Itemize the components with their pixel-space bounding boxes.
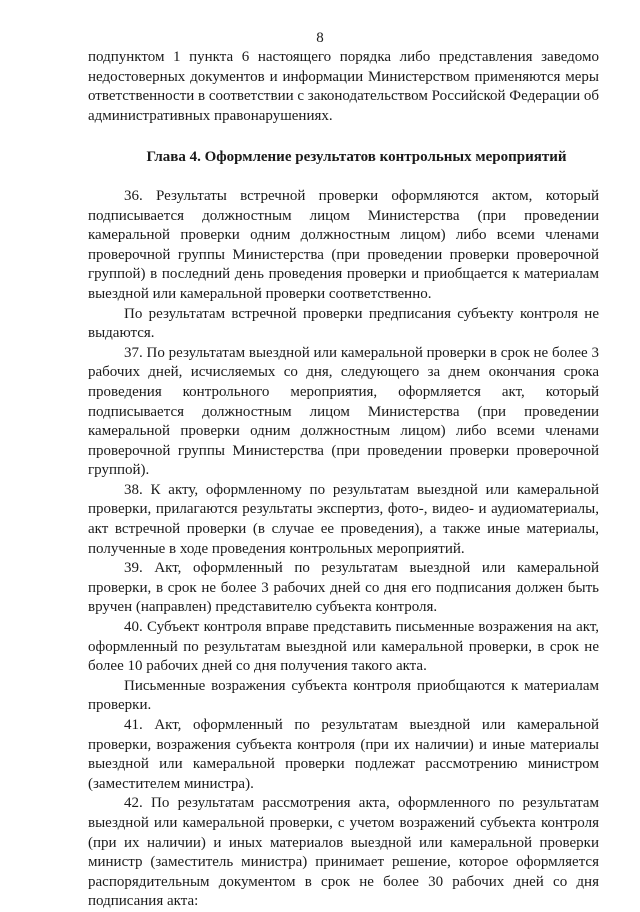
paragraph-36-note: По результатам встречной проверки предписания субъекту контроля не выдаются.	[88, 305, 599, 342]
paragraph-41: 41. Акт, оформленный по результатам выездной или камеральной проверки, возражения субъекта контроля (при их наличии) и иные материалы выездной или камеральной проверки подлежат рассмотрению министром (заместителем министра).	[88, 717, 599, 792]
paragraph-38: 38. К акту, оформленному по результатам выездной или камеральной проверки, прилагаются результаты экспертиз, фото-, видео- и аудиоматериалы, акт встречной проверки (в случае ее проведения), а также иные материалы, полученные в ходе проведения контрольных мероприятий.	[88, 481, 599, 557]
paragraph-36: 36. Результаты встречной проверки оформляются актом, который подписывается должностным лицом Министерства (при проведении камеральной проверки одним должностным лицом) либо всеми членами проверочной группы Министерства (при проведении проверки проверочной группой) в последний день проведения проверки и приобщается к материалам выездной или камеральной проверки соответственно.	[88, 187, 599, 302]
page-number: 8	[316, 30, 324, 46]
document-body	[88, 48, 599, 912]
chapter-title: Глава 4. Оформление результатов контрольных мероприятий	[146, 149, 567, 166]
paragraph-39: 39. Акт, оформленный по результатам выездной или камеральной проверки, в срок не более 3 рабочих дней со дня его подписания должен быть вручен (направлен) представителю субъекта контроля.	[88, 560, 599, 616]
intro-paragraph: подпунктом 1 пункта 6 настоящего порядка либо представления заведомо недостоверных документов и информации Министерством применяются меры ответственности в соответствии с законодательством Российской Федерации об административных правонарушениях.	[88, 49, 599, 124]
paragraph-40-note: Письменные возражения субъекта контроля приобщаются к материалам проверки.	[88, 677, 599, 714]
paragraph-42: 42. По результатам рассмотрения акта, оформленного по результатам выездной или камеральной проверки, с учетом возражений субъекта контроля (при их наличии) и иных материалов выездной или камеральной проверки министр (заместитель министра) принимает решение, которое оформляется распорядительным документом в срок не более 30 рабочих дней со дня подписания акта:	[88, 795, 599, 910]
paragraph-40: 40. Субъект контроля вправе представить письменные возражения на акт, оформленный по результатам выездной или камеральной проверки, в срок не более 10 рабочих дней со дня получения такого акта.	[88, 619, 599, 675]
paragraph-37: 37. По результатам выездной или камеральной проверки в срок не более 3 рабочих дней, исчисляемых со дня, следующего за днем окончания срока проведения контрольного мероприятия, оформляется акт, который подписывается должностным лицом Министерства (при проведении камеральной проверки одним должностным лицом) либо всеми членами проверочной группы Министерства (при проведении проверки проверочной группой).	[88, 344, 599, 479]
